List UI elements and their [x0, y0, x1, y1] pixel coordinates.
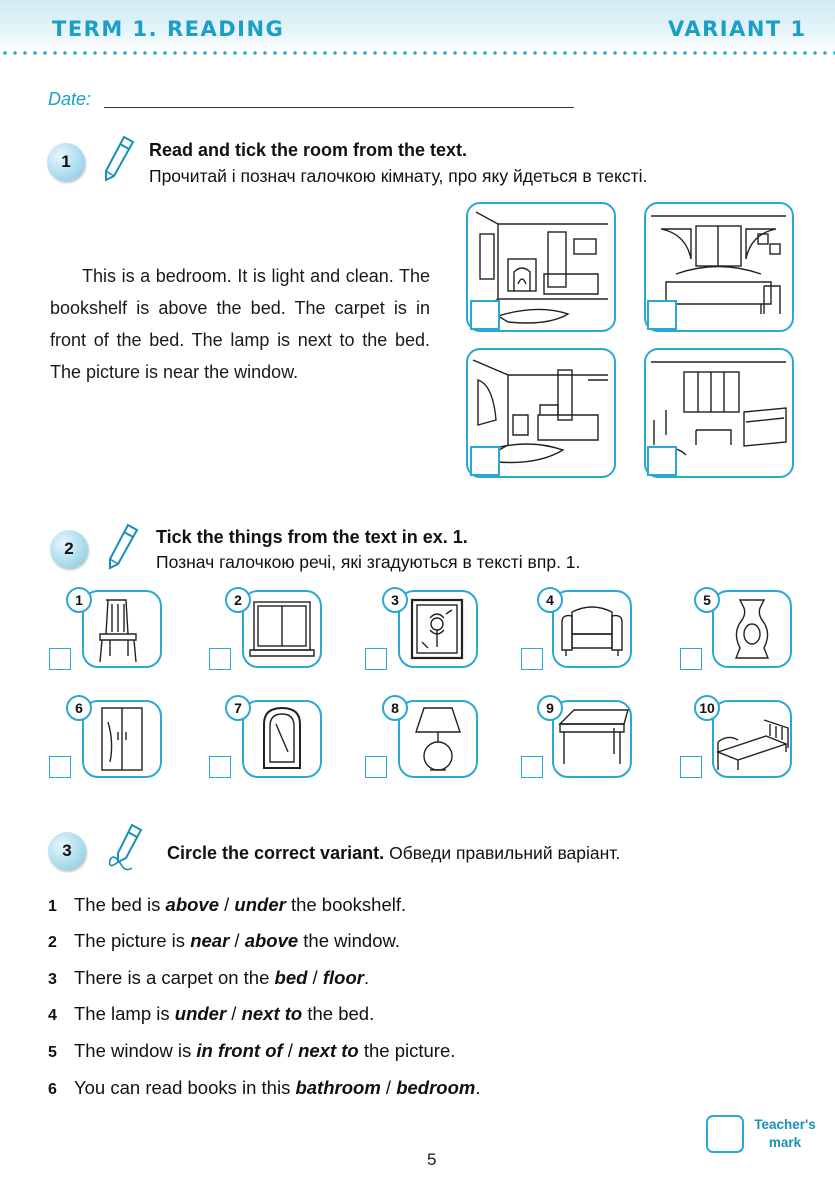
date-label: Date: — [48, 89, 92, 109]
item-tick-box-10[interactable] — [680, 756, 702, 778]
pencil-icon — [104, 522, 140, 574]
option-separator: / — [380, 1077, 397, 1098]
wardrobe-icon — [84, 702, 160, 776]
item-tick-box-1[interactable] — [49, 648, 71, 670]
option-a[interactable]: under — [174, 1003, 227, 1024]
item-number-5: 5 — [694, 587, 720, 613]
term-title: TERM 1. READING — [52, 17, 285, 41]
task3-number: 3 — [48, 832, 86, 870]
sentence-text: The window is — [74, 1040, 197, 1061]
sentence-number: 6 — [48, 1081, 57, 1098]
item-tick-box-8[interactable] — [365, 756, 387, 778]
vase-icon — [714, 592, 790, 666]
option-separator: / — [282, 1040, 299, 1061]
item-tick-box-3[interactable] — [365, 648, 387, 670]
option-separator: / — [307, 967, 323, 988]
item-number-9: 9 — [537, 695, 563, 721]
pencil-circle-icon — [104, 822, 154, 874]
item-frame-6 — [82, 700, 162, 778]
sentence-text: The picture is — [74, 930, 191, 951]
sentence-6 — [48, 1077, 480, 1099]
item-number-10: 10 — [694, 695, 720, 721]
item-frame-1 — [82, 590, 162, 668]
task1-title-en: Read and tick the room from the text. — [149, 140, 468, 160]
option-b[interactable]: above — [244, 930, 299, 951]
item-frame-2 — [242, 590, 322, 668]
sentence-text: You can read books in this — [74, 1077, 296, 1098]
item-frame-3 — [398, 590, 478, 668]
teacher-mark-line1: Teacher's — [754, 1117, 816, 1132]
item-number-4: 4 — [537, 587, 563, 613]
item-number-7: 7 — [225, 695, 251, 721]
option-b[interactable]: bedroom — [396, 1077, 476, 1098]
room-tick-box-4[interactable] — [647, 446, 677, 476]
item-tick-box-9[interactable] — [521, 756, 543, 778]
sentence-end: the picture. — [358, 1040, 456, 1061]
task1-number: 1 — [47, 143, 85, 181]
reading-text — [50, 260, 430, 388]
sentence-number: 1 — [48, 898, 57, 915]
sentence-text: There is a carpet on the — [74, 967, 275, 988]
sentence-end: the window. — [298, 930, 400, 951]
option-a[interactable]: bathroom — [295, 1077, 381, 1098]
option-a[interactable]: above — [165, 894, 219, 915]
item-frame-7 — [242, 700, 322, 778]
teacher-mark-label — [740, 1116, 830, 1152]
item-number-8: 8 — [382, 695, 408, 721]
sentence-end: . — [363, 967, 370, 988]
option-a[interactable]: bed — [274, 967, 308, 988]
option-b[interactable]: next to — [298, 1040, 359, 1061]
task1-title-ua: Прочитай і познач галочкою кімнату, про яку йдеться в тексті. — [149, 166, 648, 186]
item-number-6: 6 — [66, 695, 92, 721]
variant-title: VARIANT 1 — [668, 17, 807, 41]
option-a[interactable]: in front of — [196, 1040, 283, 1061]
dotted-divider — [0, 48, 835, 58]
sentence-1 — [48, 894, 406, 916]
item-number-3: 3 — [382, 587, 408, 613]
page-number: 5 — [427, 1150, 437, 1169]
item-frame-10 — [712, 700, 792, 778]
sentence-end: . — [475, 1077, 481, 1098]
lamp-icon — [400, 702, 476, 776]
task3-title-ua: Обведи правильний варіант. — [389, 843, 621, 863]
item-frame-5 — [712, 590, 792, 668]
pencil-icon — [100, 134, 136, 186]
armchair-icon — [554, 592, 630, 666]
picture-icon — [400, 592, 476, 666]
bed-icon — [714, 702, 790, 776]
sentence-end: the bed. — [302, 1003, 375, 1024]
window-icon — [244, 592, 320, 666]
mirror-icon — [244, 702, 320, 776]
item-number-2: 2 — [225, 587, 251, 613]
option-b[interactable]: under — [234, 894, 286, 915]
item-tick-box-4[interactable] — [521, 648, 543, 670]
chair-icon — [84, 592, 160, 666]
option-separator: / — [219, 894, 235, 915]
option-a[interactable]: near — [190, 930, 230, 951]
room-tick-box-2[interactable] — [647, 300, 677, 330]
item-tick-box-7[interactable] — [209, 756, 231, 778]
option-separator: / — [226, 1003, 242, 1024]
sentence-3 — [48, 967, 369, 989]
task2-number: 2 — [50, 530, 88, 568]
room-tick-box-1[interactable] — [470, 300, 500, 330]
option-separator: / — [229, 930, 245, 951]
date-field[interactable] — [104, 107, 574, 108]
option-b[interactable]: floor — [322, 967, 364, 988]
reading-paragraph: This is a bedroom. It is light and clean. The bookshelf is above the bed. The carpet is in front of the bed. The lamp is next to the bed. The picture is near the window. — [50, 266, 430, 382]
sentence-number: 2 — [48, 934, 57, 951]
item-number-1: 1 — [66, 587, 92, 613]
task3-title — [167, 843, 620, 864]
item-tick-box-2[interactable] — [209, 648, 231, 670]
sentence-end: the bookshelf. — [285, 894, 407, 915]
sentence-2 — [48, 930, 400, 952]
sentence-4 — [48, 1003, 374, 1025]
item-frame-8 — [398, 700, 478, 778]
sentence-text: The bed is — [74, 894, 166, 915]
teacher-mark-box[interactable] — [706, 1115, 744, 1153]
item-tick-box-5[interactable] — [680, 648, 702, 670]
sentence-number: 5 — [48, 1044, 57, 1061]
teacher-mark-line2: mark — [768, 1135, 802, 1150]
task3-title-en: Circle the correct variant. — [167, 843, 385, 863]
item-tick-box-6[interactable] — [49, 756, 71, 778]
room-tick-box-3[interactable] — [470, 446, 500, 476]
item-frame-4 — [552, 590, 632, 668]
sentence-text: The lamp is — [74, 1003, 175, 1024]
sentence-number: 3 — [48, 971, 57, 988]
sentence-5 — [48, 1040, 455, 1062]
table-icon — [554, 702, 630, 776]
task2-title-en: Tick the things from the text in ex. 1. — [156, 527, 468, 547]
task2-title-ua: Познач галочкою речі, які згадуються в тексті впр. 1. — [156, 552, 581, 572]
item-frame-9 — [552, 700, 632, 778]
sentence-number: 4 — [48, 1007, 57, 1024]
option-b[interactable]: next to — [241, 1003, 303, 1024]
